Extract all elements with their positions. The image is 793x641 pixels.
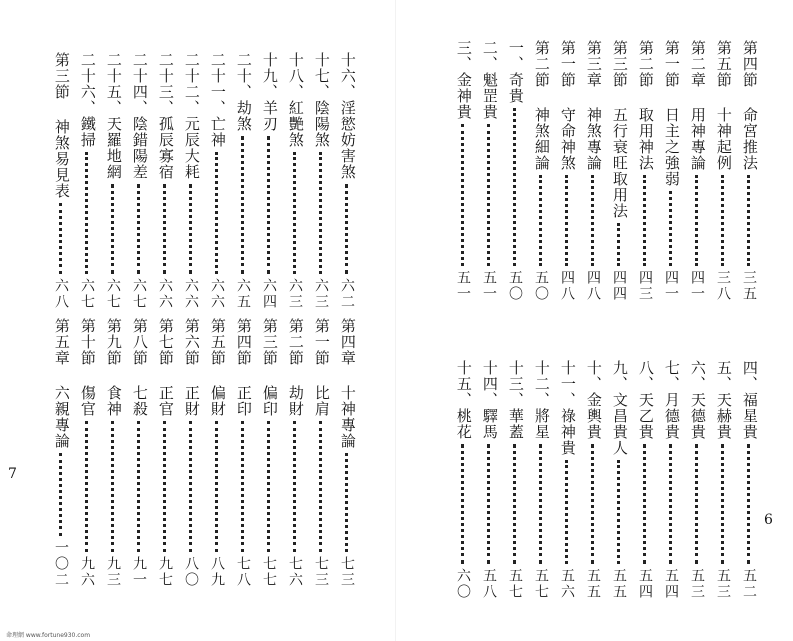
- toc-entry-page: 七三: [339, 556, 355, 588]
- leader-dots: [747, 444, 752, 564]
- toc-entry-page: 六四: [261, 278, 277, 310]
- toc-entry-title: 七、月德貴: [662, 360, 681, 440]
- toc-entry-page: 五〇: [533, 270, 549, 302]
- toc-entry-title: 第二節 取用神法: [636, 40, 655, 171]
- toc-entry-page: 七八: [235, 556, 251, 588]
- leader-dots: [461, 124, 466, 266]
- toc-entry-page: 五四: [637, 568, 653, 600]
- toc-entry-title: 第三節 偏印: [260, 318, 279, 417]
- leader-dots: [721, 444, 726, 564]
- toc-entry-title: 十五、桃花: [454, 360, 473, 440]
- toc-entry-page: 五七: [533, 568, 549, 600]
- right-page-number: 6: [764, 512, 773, 528]
- toc-entry-page: 四八: [585, 270, 601, 302]
- toc-entry-page: 六六: [183, 278, 199, 310]
- toc-entry-title: 第一節 比肩: [312, 318, 331, 417]
- page-gutter: [395, 0, 396, 641]
- toc-entry-page: 五〇: [507, 270, 523, 302]
- toc-entry-title: 六、天德貴: [688, 360, 707, 440]
- toc-entry[interactable]: [75, 318, 99, 588]
- toc-entry[interactable]: [477, 40, 501, 302]
- toc-entry[interactable]: [179, 318, 203, 588]
- leader-dots: [591, 175, 596, 266]
- leader-dots: [539, 444, 544, 564]
- toc-entry[interactable]: [153, 52, 177, 310]
- leader-dots: [59, 203, 64, 274]
- toc-entry[interactable]: [581, 40, 605, 302]
- toc-entry[interactable]: [737, 360, 761, 600]
- toc-entry[interactable]: [451, 40, 475, 302]
- toc-entry-page: 四一: [663, 270, 679, 302]
- toc-entry[interactable]: [685, 40, 709, 302]
- toc-entry[interactable]: [75, 52, 99, 310]
- toc-entry-page: 五五: [585, 568, 601, 600]
- toc-entry-title: 第五章 六親專論: [52, 318, 71, 449]
- toc-entry-title: 二十一、亡神: [208, 52, 227, 148]
- toc-entry[interactable]: [283, 52, 307, 310]
- toc-entry-title: 五、天赫貴: [714, 360, 733, 440]
- toc-entry-page: 五二: [741, 568, 757, 600]
- toc-entry[interactable]: [257, 318, 281, 588]
- toc-entry[interactable]: [503, 40, 527, 302]
- toc-entry-page: 八〇: [183, 556, 199, 588]
- toc-entry-title: 一、奇貴: [506, 40, 525, 104]
- leader-dots: [565, 460, 570, 564]
- toc-entry[interactable]: [711, 40, 735, 302]
- toc-entry[interactable]: [581, 360, 605, 600]
- toc-entry-title: 二十四、陰錯陽差: [130, 52, 149, 180]
- toc-entry-page: 六〇: [455, 568, 471, 600]
- toc-entry[interactable]: [153, 318, 177, 588]
- toc-entry-page: 五三: [689, 568, 705, 600]
- toc-entry[interactable]: [335, 52, 359, 310]
- toc-entry-title: 第四節 命宮推法: [740, 40, 759, 171]
- toc-entry-title: 第五節 偏財: [208, 318, 227, 417]
- toc-entry-title: 第十節 傷官: [78, 318, 97, 417]
- toc-entry[interactable]: [607, 40, 631, 302]
- leader-dots: [643, 175, 648, 266]
- leader-dots: [241, 421, 246, 552]
- leader-dots: [85, 421, 90, 552]
- toc-entry[interactable]: [737, 40, 761, 302]
- toc-entry-page: 六七: [105, 278, 121, 310]
- toc-entry-title: 第一節 日主之強弱: [662, 40, 681, 187]
- leader-dots: [293, 152, 298, 274]
- toc-entry-page: 九一: [131, 556, 147, 588]
- leader-dots: [487, 124, 492, 266]
- toc-entry-title: 第七節 正官: [156, 318, 175, 417]
- leader-dots: [111, 421, 116, 552]
- leader-dots: [267, 421, 272, 552]
- leader-dots: [59, 453, 64, 536]
- toc-entry-page: 六七: [79, 278, 95, 310]
- toc-entry[interactable]: [659, 40, 683, 302]
- toc-entry-title: 第二章 用神專論: [688, 40, 707, 171]
- toc-entry-page: 四一: [689, 270, 705, 302]
- toc-entry[interactable]: [529, 40, 553, 302]
- leader-dots: [487, 444, 492, 564]
- toc-entry[interactable]: [633, 40, 657, 302]
- toc-entry-title: 二十三、孤辰寡宿: [156, 52, 175, 180]
- leader-dots: [163, 184, 168, 274]
- leader-dots: [539, 175, 544, 266]
- toc-entry[interactable]: [283, 318, 307, 588]
- toc-entry-page: 七三: [313, 556, 329, 588]
- leader-dots: [565, 175, 570, 266]
- toc-entry-page: 四三: [637, 270, 653, 302]
- toc-entry-title: 三、金神貴: [454, 40, 473, 120]
- toc-entry-title: 二、魁罡貴: [480, 40, 499, 120]
- toc-entry-page: 一〇二: [53, 540, 69, 588]
- toc-entry[interactable]: [555, 360, 579, 600]
- toc-entry-page: 四八: [559, 270, 575, 302]
- toc-entry[interactable]: [633, 360, 657, 600]
- leader-dots: [669, 444, 674, 564]
- toc-entry-page: 七七: [261, 556, 277, 588]
- leader-dots: [617, 460, 622, 564]
- leader-dots: [345, 184, 350, 274]
- leader-dots: [695, 444, 700, 564]
- toc-entry-page: 五一: [481, 270, 497, 302]
- toc-entry-title: 第三節 五行衰旺取用法: [610, 40, 629, 219]
- toc-entry[interactable]: [231, 52, 255, 310]
- toc-entry[interactable]: [127, 52, 151, 310]
- leader-dots: [617, 223, 622, 266]
- toc-entry[interactable]: [231, 318, 255, 588]
- toc-entry-title: 第六節 正財: [182, 318, 201, 417]
- toc-entry[interactable]: [503, 360, 527, 600]
- toc-entry-page: 五一: [455, 270, 471, 302]
- toc-entry-title: 十八、紅艷煞: [286, 52, 305, 148]
- toc-entry[interactable]: [529, 360, 553, 600]
- toc-entry[interactable]: [101, 52, 125, 310]
- toc-entry-page: 六三: [313, 278, 329, 310]
- toc-entry[interactable]: [711, 360, 735, 600]
- toc-entry-title: 第五節 十神起例: [714, 40, 733, 171]
- leader-dots: [111, 184, 116, 274]
- toc-entry-page: 七六: [287, 556, 303, 588]
- leader-dots: [137, 184, 142, 274]
- toc-entry[interactable]: [257, 52, 281, 310]
- leader-dots: [293, 421, 298, 552]
- leader-dots: [241, 136, 246, 274]
- toc-entry-page: 六二: [339, 278, 355, 310]
- toc-entry[interactable]: [309, 318, 333, 588]
- toc-entry-title: 二十六、鐵掃: [78, 52, 97, 148]
- toc-entry[interactable]: [309, 52, 333, 310]
- toc-entry-title: 第四節 正印: [234, 318, 253, 417]
- left-page-number: 7: [8, 466, 17, 482]
- toc-entry-page: 六五: [235, 278, 251, 310]
- leader-dots: [319, 421, 324, 552]
- toc-entry-title: 九、文昌貴人: [610, 360, 629, 456]
- leader-dots: [345, 453, 350, 552]
- leader-dots: [319, 152, 324, 274]
- leader-dots: [137, 421, 142, 552]
- leader-dots: [189, 421, 194, 552]
- toc-entry[interactable]: [451, 360, 475, 600]
- toc-entry-title: 十九、羊刃: [260, 52, 279, 132]
- toc-entry[interactable]: [127, 318, 151, 588]
- leader-dots: [215, 421, 220, 552]
- footer-watermark: 命理網 www.fortune930.com: [6, 632, 91, 639]
- toc-entry-title: 十三、華蓋: [506, 360, 525, 440]
- toc-entry-title: 二十二、元辰大耗: [182, 52, 201, 180]
- toc-entry-title: 八、天乙貴: [636, 360, 655, 440]
- leader-dots: [591, 444, 596, 564]
- toc-entry[interactable]: [685, 360, 709, 600]
- toc-entry-page: 三八: [715, 270, 731, 302]
- toc-entry-page: 六七: [131, 278, 147, 310]
- toc-entry[interactable]: [555, 40, 579, 302]
- toc-entry-page: 六八: [53, 278, 69, 310]
- leader-dots: [747, 175, 752, 266]
- toc-entry-title: 十四、驛馬: [480, 360, 499, 440]
- leader-dots: [85, 152, 90, 274]
- toc-entry-page: 九七: [157, 556, 173, 588]
- toc-entry[interactable]: [335, 318, 359, 588]
- toc-entry-page: 五六: [559, 568, 575, 600]
- toc-entry-title: 四、福星貴: [740, 360, 759, 440]
- toc-entry-title: 第二節 劫財: [286, 318, 305, 417]
- toc-entry-title: 十、金輿貴: [584, 360, 603, 440]
- toc-entry-title: 十七、陰陽煞: [312, 52, 331, 148]
- toc-entry-title: 第八節 七殺: [130, 318, 149, 417]
- toc-entry[interactable]: [49, 52, 73, 310]
- toc-entry-page: 六六: [157, 278, 173, 310]
- toc-entry-page: 六六: [209, 278, 225, 310]
- toc-entry[interactable]: [659, 360, 683, 600]
- toc-entry-page: 五八: [481, 568, 497, 600]
- toc-entry-title: 第四章 十神專論: [338, 318, 357, 449]
- toc-entry-page: 五四: [663, 568, 679, 600]
- toc-entry[interactable]: [101, 318, 125, 588]
- toc-entry-title: 十六、淫慾妨害煞: [338, 52, 357, 180]
- toc-entry-page: 九六: [79, 556, 95, 588]
- leader-dots: [461, 444, 466, 564]
- toc-entry-page: 三五: [741, 270, 757, 302]
- leader-dots: [513, 444, 518, 564]
- toc-entry-title: 第一節 守命神煞: [558, 40, 577, 171]
- toc-entry-title: 第二節 神煞細論: [532, 40, 551, 171]
- toc-entry-page: 五三: [715, 568, 731, 600]
- leader-dots: [163, 421, 168, 552]
- toc-entry-page: 四四: [611, 270, 627, 302]
- leader-dots: [189, 184, 194, 274]
- toc-entry[interactable]: [205, 318, 229, 588]
- toc-entry-title: 二十、劫煞: [234, 52, 253, 132]
- leader-dots: [669, 191, 674, 266]
- toc-entry-title: 第三章 神煞專論: [584, 40, 603, 171]
- leader-dots: [513, 108, 518, 266]
- toc-entry-page: 五五: [611, 568, 627, 600]
- toc-entry[interactable]: [607, 360, 631, 600]
- toc-entry[interactable]: [49, 318, 73, 588]
- toc-entry-page: 九三: [105, 556, 121, 588]
- toc-entry-page: 六三: [287, 278, 303, 310]
- toc-entry-page: 八九: [209, 556, 225, 588]
- leader-dots: [695, 175, 700, 266]
- toc-entry-title: 第九節 食神: [104, 318, 123, 417]
- toc-entry-page: 五七: [507, 568, 523, 600]
- toc-entry[interactable]: [205, 52, 229, 310]
- leader-dots: [643, 444, 648, 564]
- toc-entry[interactable]: [179, 52, 203, 310]
- leader-dots: [215, 152, 220, 274]
- toc-entry-title: 第三節 神煞易見表: [52, 52, 71, 199]
- toc-entry[interactable]: [477, 360, 501, 600]
- leader-dots: [267, 136, 272, 274]
- leader-dots: [721, 175, 726, 266]
- toc-entry-title: 十一、祿神貴: [558, 360, 577, 456]
- toc-entry-title: 二十五、天羅地網: [104, 52, 123, 180]
- toc-entry-title: 十二、將星: [532, 360, 551, 440]
